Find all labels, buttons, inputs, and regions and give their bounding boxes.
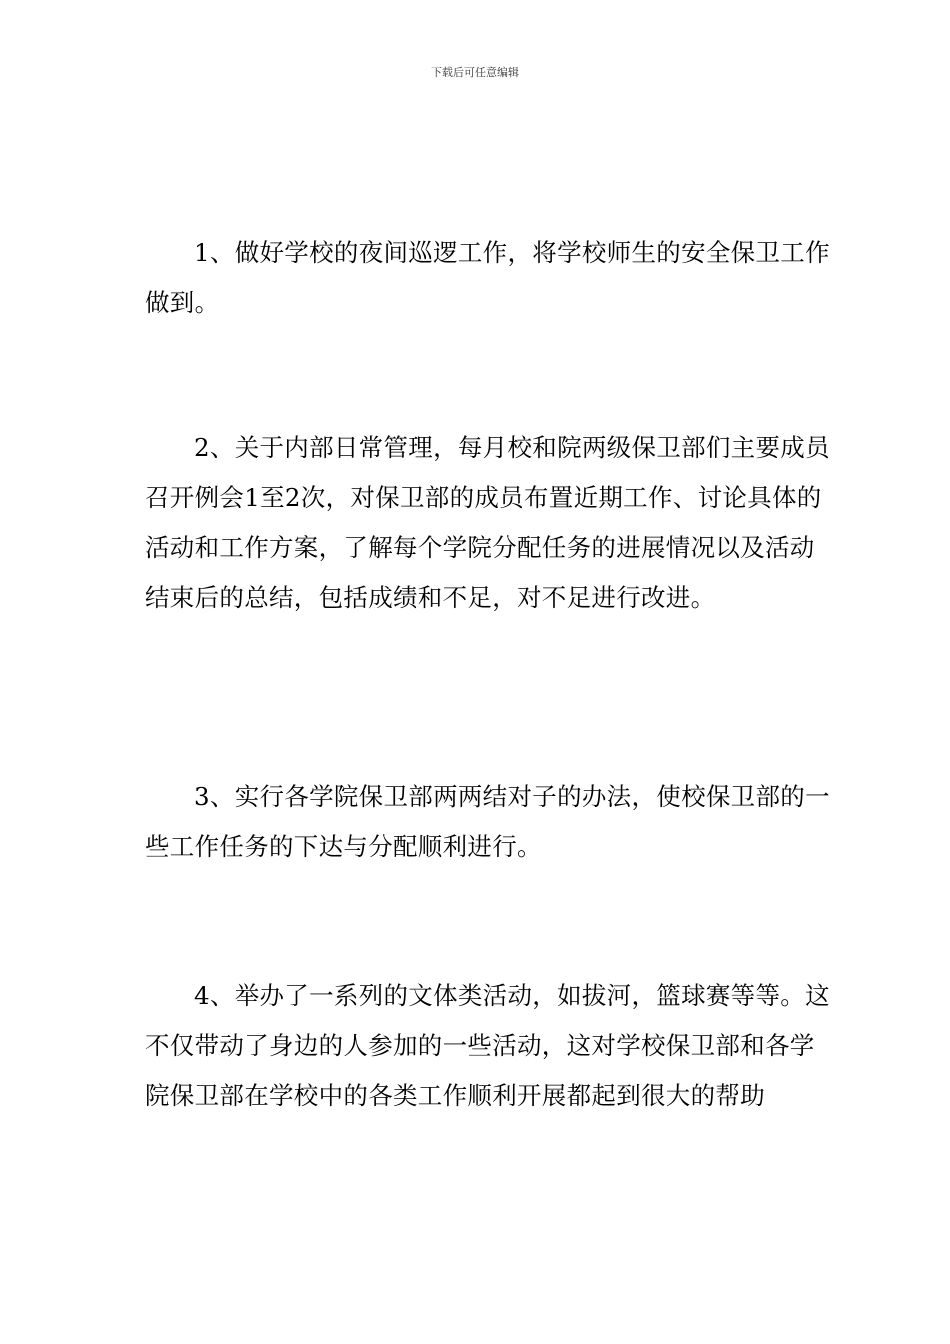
paragraph-4: 4、举办了一系列的文体类活动，如拔河，篮球赛等等。这不仅带动了身边的人参加的一些活动，这对学校保卫部和各学院保卫部在学校中的各类工作顺利开展都起到很大的帮助 — [145, 981, 830, 1110]
paragraph-2: 2、关于内部日常管理，每月校和院两级保卫部们主要成员召开例会1至2次，对保卫部的成员布置近期工作、讨论具体的活动和工作方案，了解每个学院分配任务的进展情况以及活动结束后的总结，包括成绩和不足，对不足进行改进。 — [145, 433, 830, 612]
page-header: 下载后可任意编辑 — [431, 66, 519, 79]
paragraph-3: 3、实行各学院保卫部两两结对子的办法，使校保卫部的一些工作任务的下达与分配顺利进行。 — [145, 782, 830, 861]
paragraph-1: 1、做好学校的夜间巡逻工作，将学校师生的安全保卫工作做到。 — [145, 238, 830, 317]
